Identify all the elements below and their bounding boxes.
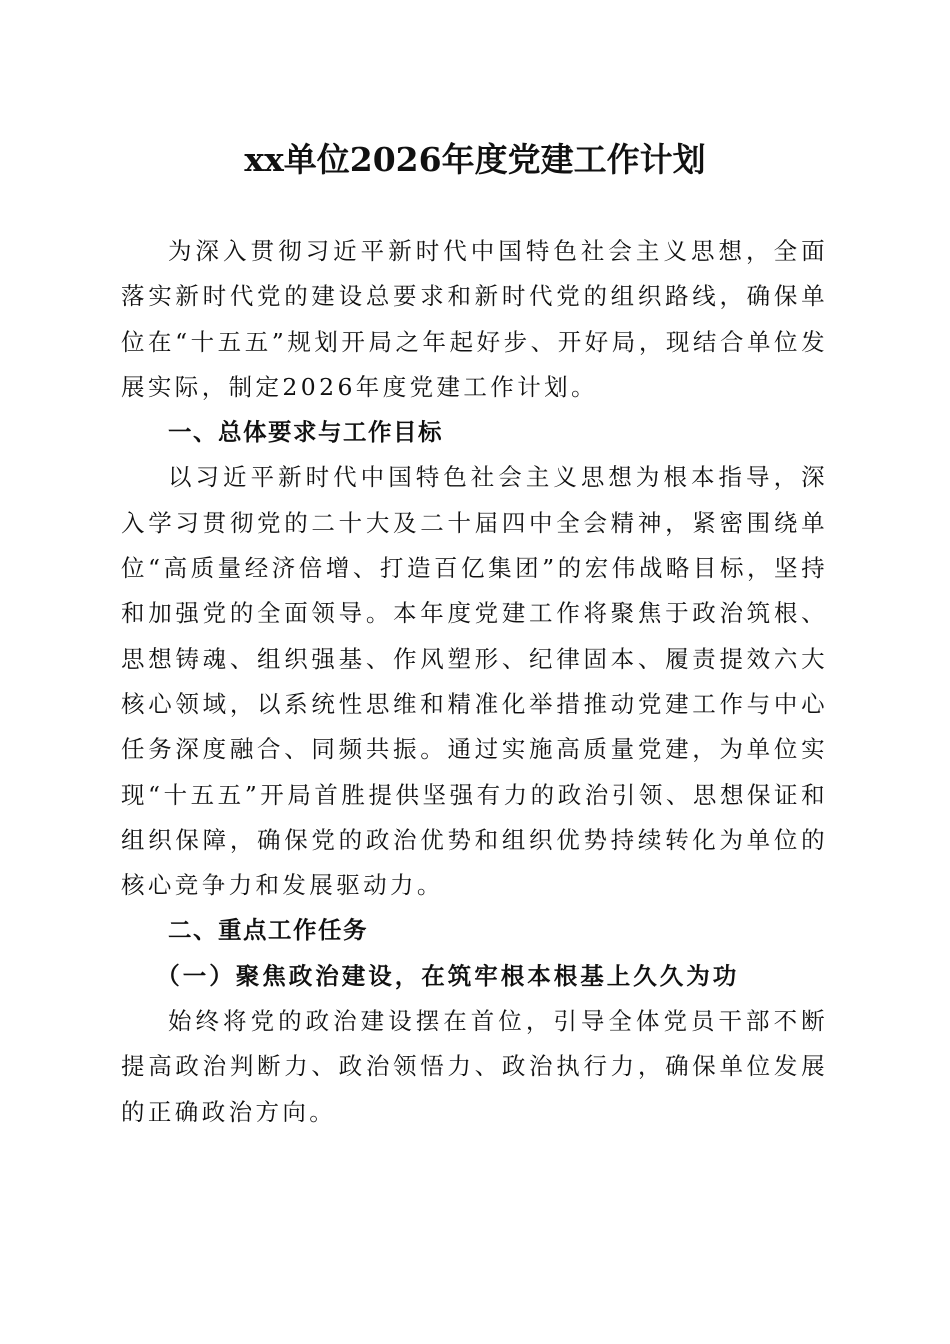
section-heading-overall-requirements: 一、总体要求与工作目标 [168, 418, 443, 447]
subsection-heading-political-building: （一）聚焦政治建设，在筑牢根本根基上久久为功 [156, 961, 740, 990]
document-body [121, 229, 828, 1135]
section-paragraph-overall-requirements: 以习近平新时代中国特色社会主义思想为根本指导，深入学习贯彻党的二十大及二十届四中全会精神，紧密围绕单位“高质量经济倍增、打造百亿集团”的宏伟战略目标，坚持和加强党的全面领导。本年度党建工作将聚焦于政治筑根、思想铸魂、组织强基、作风塑形、纪律固本、履责提效六大核心领域，以系统性思维和精准化举措推动党建工作与中心任务深度融合、同频共振。通过实施高质量党建，为单位实现“十五五”开局首胜提供坚强有力的政治引领、思想保证和组织保障，确保党的政治优势和组织优势持续转化为单位的核心竞争力和发展驱动力。 [121, 463, 828, 900]
subsection-paragraph-political-building: 始终将党的政治建设摆在首位，引导全体党员干部不断提高政治判断力、政治领悟力、政治执行力，确保单位发展的正确政治方向。 [121, 1007, 828, 1126]
document-title: xx单位2026年度党建工作计划 [244, 140, 706, 179]
intro-paragraph: 为深入贯彻习近平新时代中国特色社会主义思想，全面落实新时代党的建设总要求和新时代党的组织路线，确保单位在“十五五”规划开局之年起好步、开好局，现结合单位发展实际，制定2026年度党建工作计划。 [121, 237, 828, 401]
section-heading-key-tasks: 二、重点工作任务 [168, 916, 368, 945]
